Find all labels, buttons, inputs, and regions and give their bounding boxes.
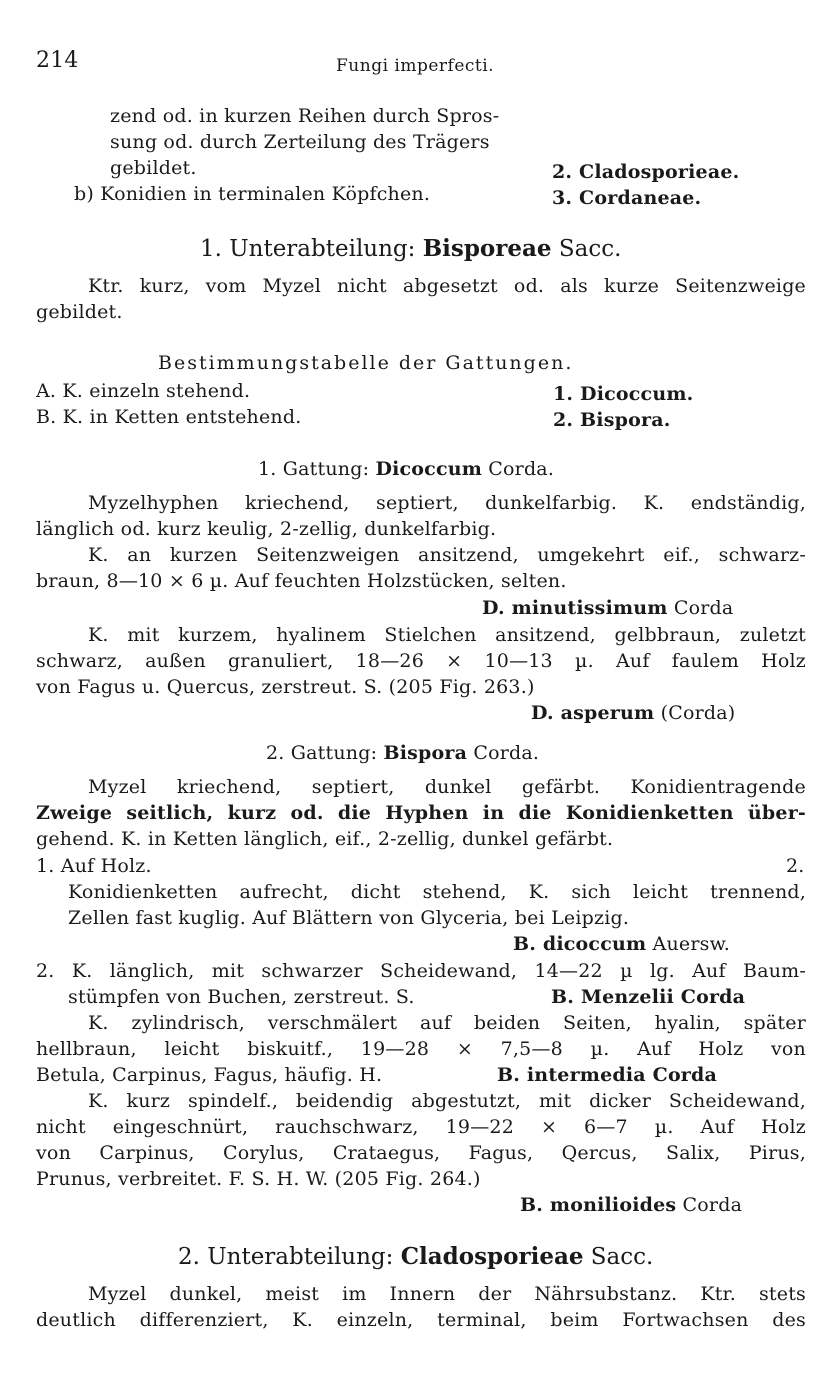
paragraph-line: gebildet. <box>36 301 123 323</box>
paragraph-line: K. mit kurzem, hyalinem Stielchen ansitzend, gelbbraun, zuletzt <box>88 624 806 646</box>
species-name: B. Menzelii Corda <box>551 986 746 1008</box>
section-heading <box>178 1242 653 1272</box>
species-name <box>520 1192 742 1218</box>
species-name-text: B. monilioides <box>520 1194 677 1216</box>
section-heading-name: Cladosporieae <box>400 1243 584 1270</box>
running-title: Fungi imperfecti. <box>336 56 495 76</box>
paragraph-line: nicht eingeschnürt, rauchschwarz, 19—22 × 6—7 µ. Auf Holz <box>36 1116 806 1138</box>
species-author: Corda <box>682 1194 743 1216</box>
paragraph-line: länglich od. kurz keulig, 2-zellig, dunkelfarbig. <box>36 518 497 540</box>
species-author: Auersw. <box>652 933 731 955</box>
genus-heading-name: Bispora <box>383 742 468 764</box>
paragraph-line: von Fagus u. Quercus, zerstreut. S. (205 Fig. 263.) <box>36 676 535 698</box>
key-line: 1. Auf Holz. <box>36 855 152 877</box>
genus-heading-name: Dicoccum <box>375 458 483 480</box>
key-line: stümpfen von Buchen, zerstreut. S. <box>68 986 415 1008</box>
paragraph-line: Myzelhyphen kriechend, septiert, dunkelfarbig. K. endständig, <box>88 492 806 514</box>
species-name: B. intermedia Corda <box>497 1064 718 1086</box>
paragraph-line: Myzel dunkel, meist im Innern der Nährsubstanz. Ktr. stets <box>88 1283 806 1305</box>
paragraph-line: Zellen fast kuglig. Auf Blättern von Glyceria, bei Leipzig. <box>68 907 630 929</box>
species-name-text: D. asperum <box>531 702 655 724</box>
key-line: b) Konidien in terminalen Köpfchen. <box>74 183 431 205</box>
key-title: Bestimmungstabelle der Gattungen. <box>158 352 574 374</box>
paragraph-line: Prunus, verbreitet. F. S. H. W. (205 Fig. 264.) <box>36 1168 481 1190</box>
key-reference: 1. Dicoccum. <box>553 383 694 405</box>
key-line: gebildet. <box>110 157 197 179</box>
section-heading-prefix: 1. Unterabteilung: <box>200 236 416 262</box>
paragraph-line: Ktr. kurz, vom Myzel nicht abgesetzt od. als kurze Seitenzweige <box>88 275 806 297</box>
key-reference: 3. Cordaneae. <box>552 187 702 209</box>
species-name-text: D. minutissimum <box>482 597 668 619</box>
key-reference: 2. Cladosporieae. <box>552 161 740 183</box>
section-heading <box>200 234 621 264</box>
species-name <box>531 700 735 726</box>
species-name <box>513 931 730 957</box>
section-heading-author: Sacc. <box>590 1244 654 1270</box>
key-line: A. K. einzeln stehend. <box>36 380 251 402</box>
paragraph-line: von Carpinus, Corylus, Crataegus, Fagus, Qercus, Salix, Pirus, <box>36 1142 806 1164</box>
paragraph-line: hellbraun, leicht biskuitf., 19—28 × 7,5—8 µ. Auf Holz von <box>36 1038 806 1060</box>
key-line: zend od. in kurzen Reihen durch Spros- <box>110 105 500 127</box>
genus-heading-prefix: 2. Gattung: <box>266 742 378 764</box>
paragraph-line: Konidienketten aufrecht, dicht stehend, K. sich leicht trennend, <box>68 881 806 903</box>
paragraph-line: Myzel kriechend, septiert, dunkel gefärbt. Konidientragende <box>88 776 806 798</box>
section-heading-prefix: 2. Unterabteilung: <box>178 1244 394 1270</box>
species-author: Corda <box>673 597 734 619</box>
key-line: 2. K. länglich, mit schwarzer Scheidewand, 14—22 µ lg. Auf Baum- <box>36 960 806 982</box>
paragraph-line: schwarz, außen granuliert, 18—26 × 10—13 µ. Auf faulem Holz <box>36 650 806 672</box>
key-line: B. K. in Ketten entstehend. <box>36 406 302 428</box>
genus-heading-author: Corda. <box>488 458 555 480</box>
genus-heading <box>266 740 539 766</box>
genus-heading <box>258 456 554 482</box>
species-author: (Corda) <box>660 702 736 724</box>
key-reference: 2. Bispora. <box>553 409 671 431</box>
genus-heading-prefix: 1. Gattung: <box>258 458 370 480</box>
page-number: 214 <box>36 48 79 73</box>
key-reference: 2. <box>786 855 805 877</box>
paragraph-line: gehend. K. in Ketten länglich, eif., 2-zellig, dunkel gefärbt. <box>36 828 614 850</box>
paragraph-line: Betula, Carpinus, Fagus, häufig. H. <box>36 1064 383 1086</box>
paragraph-line: braun, 8—10 × 6 µ. Auf feuchten Holzstücken, selten. <box>36 570 567 592</box>
section-heading-author: Sacc. <box>558 236 622 262</box>
species-name-text: B. dicoccum <box>513 933 647 955</box>
key-line: sung od. durch Zerteilung des Trägers <box>110 131 490 153</box>
paragraph-line: K. zylindrisch, verschmälert auf beiden Seiten, hyalin, später <box>88 1012 806 1034</box>
paragraph-line: deutlich differenziert, K. einzeln, terminal, beim Fortwachsen des <box>36 1309 806 1331</box>
paragraph-line: K. kurz spindelf., beidendig abgestutzt, mit dicker Scheidewand, <box>88 1090 806 1112</box>
section-heading-name: Bisporeae <box>422 235 552 262</box>
genus-heading-author: Corda. <box>473 742 540 764</box>
paragraph-line: Zweige seitlich, kurz od. die Hyphen in die Konidienketten über- <box>36 802 806 824</box>
paragraph-line: K. an kurzen Seitenzweigen ansitzend, umgekehrt eif., schwarz- <box>88 544 806 566</box>
species-name <box>482 595 733 621</box>
